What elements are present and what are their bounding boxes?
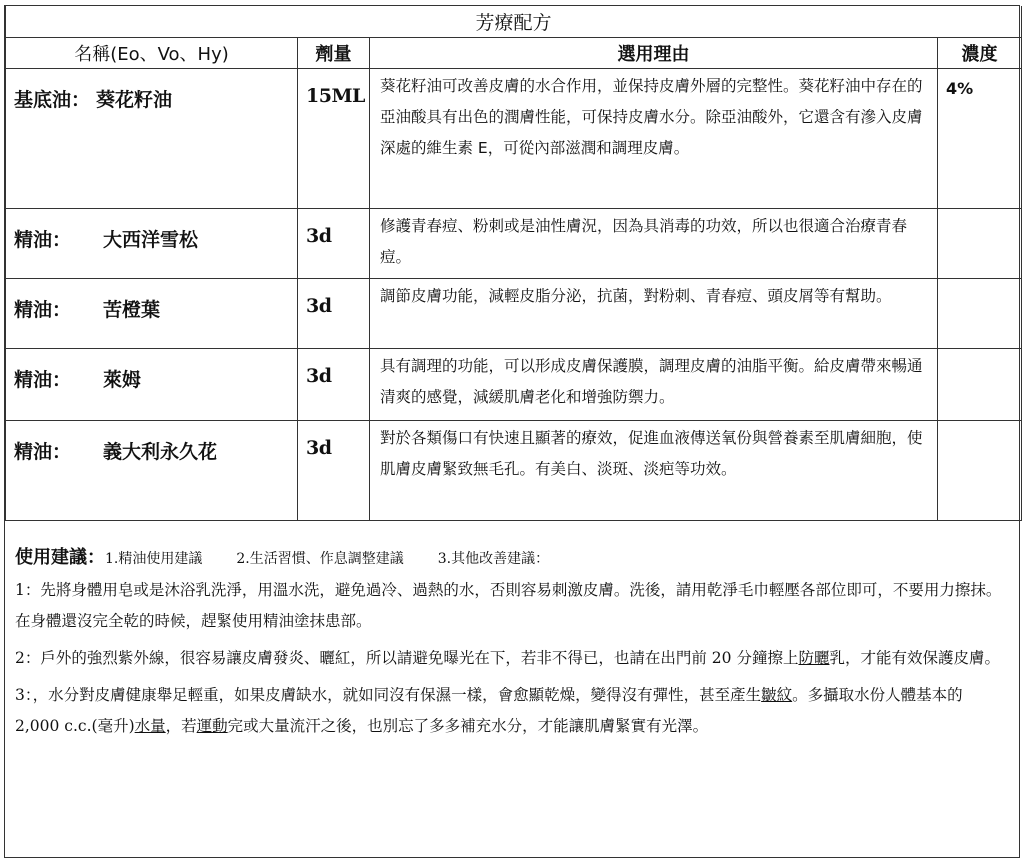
ingredient-reason: 葵花籽油可改善皮膚的水合作用，並保持皮膚外層的完整性。葵花籽油中存在的亞油酸具有出色的潤膚性能，可保持皮膚水分。除亞油酸外，它還含有滲入皮膚深處的維生素 E，可從內部滋潤和調理皮膚。 bbox=[370, 69, 938, 209]
ingredient-name: 精油： 萊姆 bbox=[6, 349, 298, 421]
ingredient-name: 精油： 大西洋雪松 bbox=[6, 209, 298, 279]
ingredient-reason: 修護青春痘、粉刺或是油性膚況，因為具消毒的功效，所以也很適合治療青春痘。 bbox=[370, 209, 938, 279]
header-amount: 劑量 bbox=[298, 38, 370, 69]
table-row bbox=[6, 349, 1022, 421]
suggestion-paragraph-1: 1：先將身體用皂或是沐浴乳洗淨，用溫水洗，避免過冷、過熱的水，否則容易刺激皮膚。洗後，請用乾淨毛巾輕壓各部位即可，不要用力擦抹。在身體還沒完全乾的時候，趕緊使用精油塗抹患部。 bbox=[15, 581, 1002, 630]
exercise-link-text: 運動 bbox=[196, 717, 228, 735]
ingredient-name: 基底油： 葵花籽油 bbox=[6, 69, 298, 209]
wrinkle-link-text: 皺紋 bbox=[761, 686, 793, 704]
table-row bbox=[6, 279, 1022, 349]
table-row bbox=[6, 421, 1022, 521]
ingredient-amount: 3d bbox=[298, 279, 370, 349]
header-name: 名稱(Eo、Vo、Hy) bbox=[6, 38, 298, 69]
suggestion-item: 3.其他改善建議： bbox=[437, 551, 550, 567]
ingredient-reason: 調節皮膚功能，減輕皮脂分泌，抗菌，對粉刺、青春痘、頭皮屑等有幫助。 bbox=[370, 279, 938, 349]
recipe-table bbox=[5, 6, 1022, 521]
suggestion-item: 2.生活習慣、作息調整建議 bbox=[236, 551, 404, 567]
water-link-text: 水量 bbox=[134, 717, 166, 735]
ingredient-amount: 3d bbox=[298, 421, 370, 521]
recipe-document bbox=[4, 5, 1020, 858]
suggestions-heading bbox=[15, 543, 1009, 569]
table-row bbox=[6, 209, 1022, 279]
suggestion-item: 1.精油使用建議 bbox=[105, 551, 203, 567]
ingredient-reason: 對於各類傷口有快速且顯著的療效，促進血液傳送氧份與營養素至肌膚細胞，使肌膚皮膚緊致無毛孔。有美白、淡斑、淡疤等功效。 bbox=[370, 421, 938, 521]
ingredient-amount: 3d bbox=[298, 349, 370, 421]
suggestions-label: 使用建議： bbox=[15, 547, 105, 568]
header-concentration: 濃度 bbox=[938, 38, 1022, 69]
ingredient-concentration bbox=[938, 279, 1022, 349]
usage-suggestions bbox=[5, 533, 1019, 742]
ingredient-reason: 具有調理的功能，可以形成皮膚保護膜，調理皮膚的油脂平衡。給皮膚帶來暢通清爽的感覺，減緩肌膚老化和增強防禦力。 bbox=[370, 349, 938, 421]
table-title: 芳療配方 bbox=[6, 6, 1022, 38]
ingredient-name: 精油： 苦橙葉 bbox=[6, 279, 298, 349]
ingredient-concentration bbox=[938, 421, 1022, 521]
ingredient-concentration bbox=[938, 209, 1022, 279]
ingredient-amount: 15ML bbox=[298, 69, 370, 209]
sunscreen-link-text: 防曬 bbox=[798, 649, 830, 667]
header-reason: 選用理由 bbox=[370, 38, 938, 69]
ingredient-concentration: 4% bbox=[938, 69, 1022, 209]
suggestion-paragraph-3: 3：，水分對皮膚健康舉足輕重，如果皮膚缺水，就如同沒有保濕一樣，會愈顯乾燥，變得沒有彈性，甚至產生皺紋。多攝取水份人體基本的 2,000 c.c.(毫升)水量，若運動完或大量流汗之後，也別忘了多多補充水分，才能讓肌膚緊實有光澤。 bbox=[15, 686, 963, 735]
suggestion-paragraph-2: 2：戶外的強烈紫外線，很容易讓皮膚發炎、曬紅，所以請避免曝光在下，若非不得已，也請在出門前 20 分鐘擦上防曬乳，才能有效保護皮膚。 bbox=[15, 649, 1000, 667]
table-row bbox=[6, 69, 1022, 209]
ingredient-concentration bbox=[938, 349, 1022, 421]
ingredient-name: 精油： 義大利永久花 bbox=[6, 421, 298, 521]
ingredient-amount: 3d bbox=[298, 209, 370, 279]
